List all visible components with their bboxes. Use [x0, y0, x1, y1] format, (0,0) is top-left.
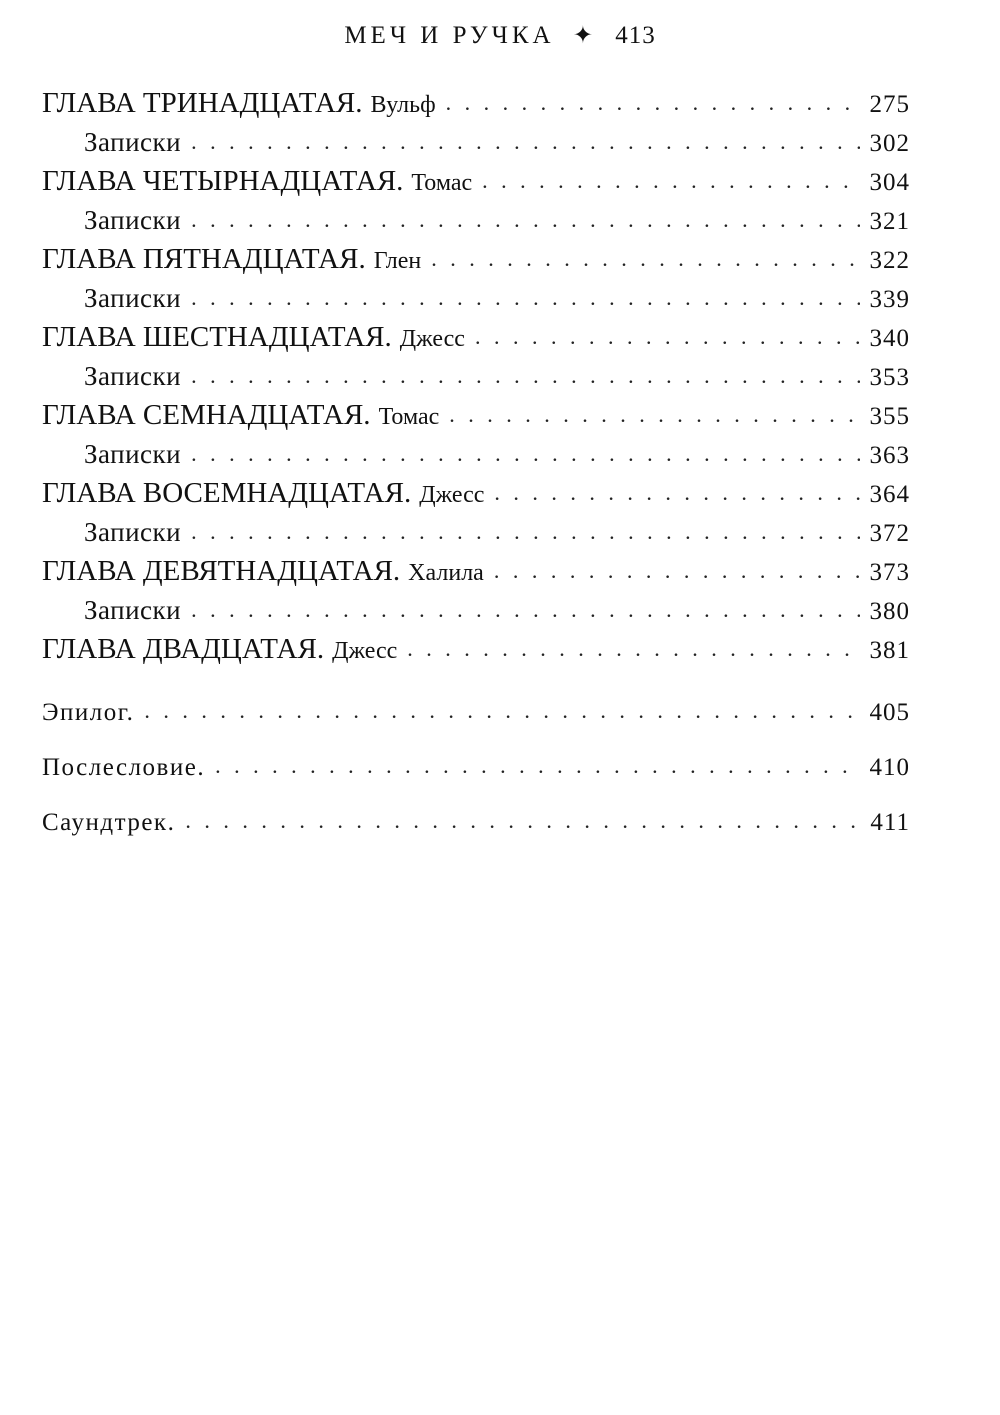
- toc-notes-18[interactable]: [42, 513, 910, 552]
- dot-leader: [446, 83, 860, 122]
- back-matter-page: 405: [869, 699, 910, 726]
- dot-leader: [191, 512, 860, 551]
- dot-leader: [191, 122, 860, 161]
- toc-notes-15[interactable]: [42, 279, 910, 318]
- notes-label: Записки: [84, 595, 182, 625]
- toc-notes-14[interactable]: [42, 201, 910, 240]
- back-matter-page: 410: [869, 754, 910, 781]
- chapter-narrator: Джесс: [419, 482, 485, 508]
- dot-leader: [191, 356, 860, 395]
- toc-afterword[interactable]: [42, 740, 910, 795]
- notes-page: 372: [869, 520, 910, 547]
- chapter-narrator: Джесс: [399, 326, 465, 352]
- chapter-page: 322: [869, 247, 910, 274]
- back-matter-label: Эпилог.: [42, 699, 135, 726]
- dot-leader: [191, 200, 860, 239]
- chapter-page: 340: [869, 325, 910, 352]
- dot-leader: [449, 395, 860, 434]
- dot-leader: [191, 434, 860, 473]
- chapter-title: ГЛАВА ДВАДЦАТАЯ.: [42, 633, 325, 665]
- chapter-narrator: Глен: [373, 248, 422, 274]
- toc-notes-19[interactable]: [42, 591, 910, 630]
- toc-epilogue[interactable]: [42, 685, 910, 740]
- dot-leader: [475, 317, 860, 356]
- notes-page: 353: [869, 364, 910, 391]
- chapter-page: 373: [869, 559, 910, 586]
- chapter-title: ГЛАВА ТРИНАДЦАТАЯ.: [42, 87, 363, 119]
- running-head: [0, 18, 1000, 54]
- chapter-narrator: Джесс: [332, 638, 398, 664]
- toc-notes-17[interactable]: [42, 435, 910, 474]
- notes-page: 380: [869, 598, 910, 625]
- dot-leader: [215, 738, 860, 793]
- dot-leader: [144, 683, 860, 738]
- chapter-page: 304: [869, 169, 910, 196]
- dot-leader: [191, 590, 860, 629]
- page-number: 413: [615, 22, 656, 49]
- back-matter-label: Саундтрек.: [42, 809, 176, 836]
- toc-chapter-14[interactable]: [42, 162, 910, 201]
- chapter-page: 381: [869, 637, 910, 664]
- book-title: МЕЧ И РУЧКА: [344, 22, 555, 49]
- back-matter-label: Послесловие.: [42, 754, 206, 781]
- notes-page: 321: [869, 208, 910, 235]
- toc-chapter-15[interactable]: [42, 240, 910, 279]
- toc-chapter-13[interactable]: [42, 84, 910, 123]
- table-of-contents: [42, 84, 910, 850]
- dot-leader: [407, 629, 860, 668]
- chapter-page: 355: [869, 403, 910, 430]
- notes-page: 339: [869, 286, 910, 313]
- dot-leader: [494, 551, 860, 590]
- notes-page: 302: [869, 130, 910, 157]
- chapter-title: ГЛАВА СЕМНАДЦАТАЯ.: [42, 399, 371, 431]
- chapter-page: 275: [869, 91, 910, 118]
- toc-notes-13[interactable]: [42, 123, 910, 162]
- chapter-narrator: Вульф: [370, 92, 436, 118]
- notes-label: Записки: [84, 439, 182, 469]
- toc-notes-16[interactable]: [42, 357, 910, 396]
- chapter-narrator: Халила: [408, 560, 484, 586]
- dot-leader: [185, 793, 860, 848]
- dot-leader: [191, 278, 860, 317]
- notes-label: Записки: [84, 205, 182, 235]
- toc-soundtrack[interactable]: [42, 795, 910, 850]
- chapter-title: ГЛАВА ДЕВЯТНАДЦАТАЯ.: [42, 555, 401, 587]
- dot-leader: [482, 161, 860, 200]
- notes-label: Записки: [84, 283, 182, 313]
- dot-leader: [494, 473, 860, 512]
- ornament-icon: ✦: [572, 23, 597, 49]
- notes-label: Записки: [84, 517, 182, 547]
- toc-chapter-20[interactable]: [42, 630, 910, 669]
- chapter-title: ГЛАВА ВОСЕМНАДЦАТАЯ.: [42, 477, 412, 509]
- toc-chapter-17[interactable]: [42, 396, 910, 435]
- toc-chapter-16[interactable]: [42, 318, 910, 357]
- back-matter-page: 411: [870, 809, 910, 836]
- notes-page: 363: [869, 442, 910, 469]
- chapter-narrator: Томас: [378, 404, 440, 430]
- chapter-page: 364: [869, 481, 910, 508]
- chapter-title: ГЛАВА ПЯТНАДЦАТАЯ.: [42, 243, 366, 275]
- chapter-title: ГЛАВА ШЕСТНАДЦАТАЯ.: [42, 321, 392, 353]
- chapter-narrator: Томас: [411, 170, 473, 196]
- chapter-title: ГЛАВА ЧЕТЫРНАДЦАТАЯ.: [42, 165, 404, 197]
- notes-label: Записки: [84, 127, 182, 157]
- dot-leader: [431, 239, 860, 278]
- toc-chapter-18[interactable]: [42, 474, 910, 513]
- toc-chapter-19[interactable]: [42, 552, 910, 591]
- notes-label: Записки: [84, 361, 182, 391]
